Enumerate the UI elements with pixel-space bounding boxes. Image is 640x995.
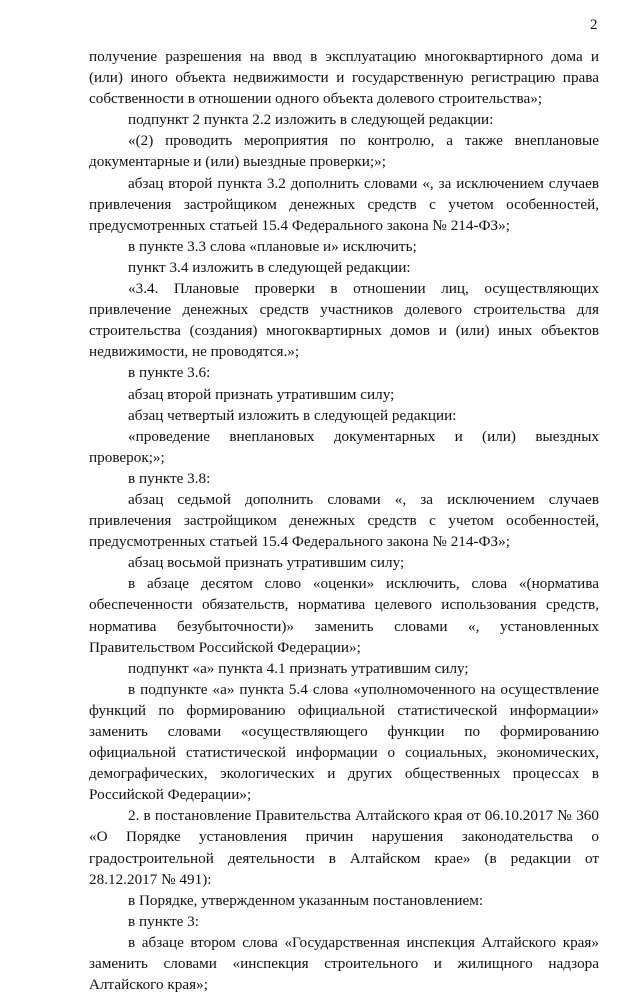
paragraph: в Порядке, утвержденном указанным постановлением: [128,891,484,909]
paragraph: «проведение внеплановых документарных и (или) выездных проверок;»; [89,427,599,466]
paragraph: абзац четвертый изложить в следующей редакции: [128,406,457,424]
paragraph: «(2) проводить мероприятия по контролю, а также внеплановые документарные и (или) выездные проверки;»; [89,132,599,171]
paragraph: абзац седьмой дополнить словами «, за исключением случаев привлечения застройщиком денежных средств с учетом особенностей, предусмотренных статьей 15.4 Федерального закона № 214-ФЗ»; [89,490,599,551]
paragraph: в пункте 3: [128,912,199,930]
paragraph: «3.4. Плановые проверки в отношении лиц, осуществляющих привлечение денежных средств участников долевого строительства для строительства (создания) многоквартирных домов и (или) иных объектов недвижимости, не проводятся.»; [89,280,599,361]
paragraph: в пункте 3.3 слова «плановые и» исключить; [128,237,417,255]
paragraph: подпункт 2 пункта 2.2 изложить в следующей редакции: [128,111,494,129]
paragraph: в абзаце десятом слово «оценки» исключить, слова «(норматива обеспеченности обязательств, норматива целевого использования средств, норматива безубыточности)» заменить словами «, установленных Правительством Российской Федерации»; [89,575,599,656]
paragraph: в абзаце втором слова «Государственная инспекция Алтайского края» заменить словами «инспекция строительного и жилищного надзора Алтайского края»; [89,933,599,994]
paragraph: в пункте 3.6: [128,364,211,382]
paragraph: абзац второй пункта 3.2 дополнить словами «, за исключением случаев привлечения застройщиком денежных средств с учетом особенностей, предусмотренных статьей 15.4 Федерального закона № 214-ФЗ»; [89,174,599,234]
paragraph: абзац второй признать утратившим силу; [128,385,395,403]
paragraph: в подпункте «а» пункта 5.4 слова «уполномоченного на осуществление функций по формированию официальной статистической информации» заменить словами «осуществляющего функции по формированию официальной статистической информации о социальных, экономических, демографических, экологических и других общественных процессах в Российской Федерации»; [89,680,599,804]
paragraph: пункт 3.4 изложить в следующей редакции: [128,258,411,276]
paragraph-continuation: получение разрешения на ввод в эксплуатацию многоквартирного дома и (или) иного объекта недвижимости и государственную регистрацию права собственности в отношении одного объекта долевого строительства»; [89,48,599,108]
page-number: 2 [590,17,598,33]
paragraph: 2. в постановление Правительства Алтайского края от 06.10.2017 № 360 «О Порядке установления причин нарушения законодательства о градостроительной деятельности в Алтайском крае» (в редакции от 28.12.2017 № 491): [89,807,599,888]
paragraph: подпункт «а» пункта 4.1 признать утратившим силу; [128,659,469,677]
document-body [89,46,599,995]
paragraph: в пункте 3.8: [128,469,211,487]
paragraph: абзац восьмой признать утратившим силу; [128,554,405,572]
